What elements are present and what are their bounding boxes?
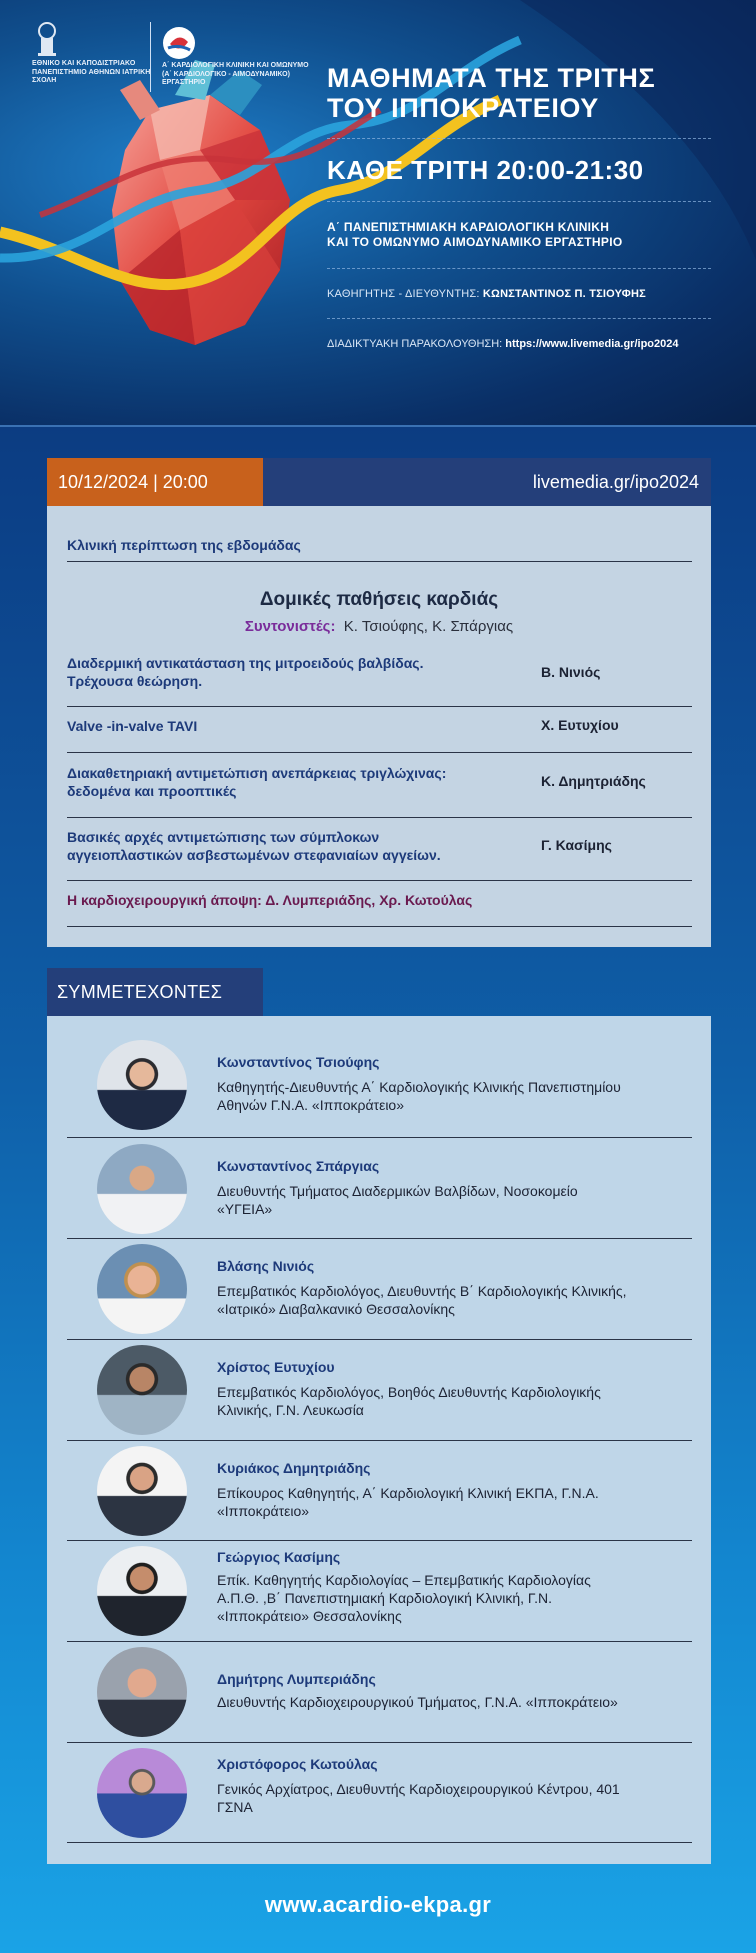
title-line: «Ιπποκράτειο» Θεσσαλονίκης (217, 1608, 402, 1624)
title-line: Κλινικής, Γ.Ν. Λευκωσία (217, 1402, 364, 1418)
title-line: Αθηνών Γ.Ν.Α. «Ιπποκράτειο» (217, 1097, 405, 1113)
divider (67, 1641, 692, 1642)
talk-line: Βασικές αρχές αντιμετώπισης των σύμπλοκων (67, 829, 380, 845)
talk-title (67, 717, 477, 735)
avatar (97, 1040, 187, 1130)
participant-name: Γεώργιος Κασίμης (217, 1549, 341, 1565)
divider (67, 561, 692, 562)
footer-website-link[interactable]: www.acardio-ekpa.gr (264, 1892, 492, 1917)
talk-line: Valve -in-valve TAVI (67, 718, 198, 734)
session-date: 10/12/2024 | 20:00 (47, 458, 263, 506)
clinic-description (327, 220, 727, 250)
talk-speaker: Γ. Κασίμης (541, 837, 612, 853)
divider (67, 1238, 692, 1239)
participant-name: Βλάσης Νινιός (217, 1258, 315, 1274)
clinic-line-1: Α΄ ΠΑΝΕΠΙΣΤΗΜΙΑΚΗ ΚΑΡΔΙΟΛΟΓΙΚΗ ΚΛΙΝΙΚΗ (327, 220, 610, 234)
participant-title (217, 1182, 697, 1218)
case-of-week-title: Κλινική περίπτωση της εβδομάδας (67, 537, 301, 553)
divider (327, 268, 711, 269)
divider (67, 1137, 692, 1138)
title-line-1: ΜΑΘΗΜΑΤΑ ΤΗΣ ΤΡΙΤΗΣ (327, 63, 656, 93)
talk-speaker: Β. Νινιός (541, 664, 601, 680)
divider (67, 1842, 692, 1843)
participant-title (217, 1693, 697, 1711)
divider (67, 817, 692, 818)
title-line: Επεμβατικός Καρδιολόγος, Διευθυντής Β΄ Καρδιολογικής Κλινικής, (217, 1283, 627, 1299)
professor-label: ΚΑΘΗΓΗΤΗΣ - ΔΙΕΥΘΥΝΤΗΣ: (327, 288, 480, 300)
title-line: «ΥΓΕΙΑ» (217, 1201, 273, 1217)
talk-line: Διακαθετηριακή αντιμετώπιση ανεπάρκειας τριγλώχινας: (67, 765, 447, 781)
participant-title (217, 1571, 697, 1625)
title-line: Διευθυντής Καρδιοχειρουργικού Τμήματος, Γ.Ν.Α. «Ιπποκράτειο» (217, 1694, 618, 1710)
divider (67, 706, 692, 707)
participant-title (217, 1780, 697, 1816)
cardiac-surgery-note: Η καρδιοχειρουργική άποψη: Δ. Λυμπεριάδης, Χρ. Κωτούλας (67, 892, 473, 908)
divider (67, 1440, 692, 1441)
title-line: ΓΣΝΑ (217, 1799, 253, 1815)
divider (67, 752, 692, 753)
logo-divider (150, 22, 151, 92)
participant-name: Χρίστος Ευτυχίου (217, 1359, 335, 1375)
divider (327, 138, 711, 139)
avatar (97, 1144, 187, 1234)
title-line: «Ιατρικό» Διαβαλκανικό Θεσσαλονίκης (217, 1301, 455, 1317)
participant-title (217, 1484, 697, 1520)
moderators-label: Συντονιστές: (244, 618, 336, 635)
title-line: Καθηγητής-Διευθυντής Α΄ Καρδιολογικής Κλινικής Πανεπιστημίου (217, 1079, 621, 1095)
divider (67, 926, 692, 927)
hero-divider (0, 425, 756, 427)
talk-line: Διαδερμική αντικατάσταση της μιτροειδούς βαλβίδας. (67, 655, 424, 671)
divider (327, 318, 711, 319)
participant-name: Δημήτρης Λυμπεριάδης (217, 1671, 376, 1687)
talk-speaker: Χ. Ευτυχίου (541, 717, 619, 733)
clinic-name: Α΄ ΚΑΡΔΙΟΛΟΓΙΚΗ ΚΛΙΝΙΚΗ ΚΑΙ ΟΜΩΝΥΜΟ (Α΄ ΚΑΡΔΙΟΛΟΓΙΚΟ - ΑΙΜΟΔΥΝΑΜΙΚΟ) ΕΡΓΑΣΤΗΡΙΟ (162, 62, 309, 86)
moderators-names: Κ. Τσιούφης, Κ. Σπάργιας (343, 618, 514, 635)
livestream-label: ΔΙΑΔΙΚΤΥΑΚΗ ΠΑΡΑΚΟΛΟΥΘΗΣΗ: (327, 338, 503, 350)
participant-title (217, 1078, 697, 1114)
title-line: Α.Π.Θ. ,Β΄ Πανεπιστημιακή Καρδιολογική Κλινική, Γ.Ν. (217, 1590, 552, 1606)
title-line: «Ιπποκράτειο» (217, 1503, 310, 1519)
page-title (327, 63, 747, 123)
avatar (97, 1345, 187, 1435)
title-line: Γενικός Αρχίατρος, Διευθυντής Καρδιοχειρουργικού Κέντρου, 401 (217, 1781, 620, 1797)
schedule: ΚΑΘΕ ΤΡΙΤΗ 20:00-21:30 (327, 155, 644, 185)
talk-speaker: Κ. Δημητριάδης (541, 773, 646, 789)
divider (67, 880, 692, 881)
title-line: Διευθυντής Τμήματος Διαδερμικών Βαλβίδων, Νοσοκομείο (217, 1183, 578, 1199)
talk-line: αγγειοπλαστικών ασβεστωμένων στεφανιαίων αγγείων. (67, 847, 441, 863)
divider (67, 1742, 692, 1743)
talk-title (67, 828, 477, 864)
participant-title (217, 1383, 697, 1419)
participant-name: Κωνσταντίνος Σπάργιας (217, 1158, 380, 1174)
participants-heading: ΣΥΜΜΕΤΕΧΟΝΤΕΣ (47, 968, 263, 1016)
talk-title (67, 764, 477, 800)
divider (327, 201, 711, 202)
university-name: ΕΘΝΙΚΟ ΚΑΙ ΚΑΠΟΔΙΣΤΡΙΑΚΟ ΠΑΝΕΠΙΣΤΗΜΙΟ ΑΘΗΝΩΝ ΙΑΤΡΙΚΗ ΣΧΟΛΗ (32, 60, 151, 84)
title-line: Επεμβατικός Καρδιολόγος, Βοηθός Διευθυντής Καρδιολογικής (217, 1384, 601, 1400)
title-line: Επίκουρος Καθηγητής, Α΄ Καρδιολογική Κλινική ΕΚΠΑ, Γ.Ν.Α. (217, 1485, 599, 1501)
avatar (97, 1748, 187, 1838)
avatar (97, 1446, 187, 1536)
professor-info (327, 288, 646, 300)
divider (67, 1540, 692, 1541)
session-topic: Δομικές παθήσεις καρδιάς (259, 589, 499, 610)
program-panel (47, 506, 711, 947)
talk-title (67, 654, 477, 690)
participant-name: Κυριάκος Δημητριάδης (217, 1460, 371, 1476)
avatar (97, 1244, 187, 1334)
title-line: Επίκ. Καθηγητής Καρδιολογίας – Επεμβατικής Καρδιολογίας (217, 1572, 591, 1588)
livestream-link[interactable]: https://www.livemedia.gr/ipo2024 (505, 338, 679, 350)
talk-line: δεδομένα και προοπτικές (67, 783, 237, 799)
moderators (47, 618, 711, 635)
divider (67, 1339, 692, 1340)
participants-panel (47, 1016, 711, 1864)
participant-name: Κωνσταντίνος Τσιούφης (217, 1054, 380, 1070)
livestream-info (327, 338, 679, 350)
hero-banner (0, 0, 756, 425)
participant-name: Χριστόφορος Κωτούλας (217, 1756, 378, 1772)
avatar (97, 1647, 187, 1737)
participant-title (217, 1282, 697, 1318)
title-line-2: ΤΟΥ ΙΠΠΟΚΡΑΤΕΙΟΥ (327, 93, 599, 123)
session-link[interactable]: livemedia.gr/ipo2024 (263, 458, 711, 506)
professor-name: ΚΩΝΣΤΑΝΤΙΝΟΣ Π. ΤΣΙΟΥΦΗΣ (482, 288, 646, 300)
avatar (97, 1546, 187, 1636)
university-logo-icon (32, 20, 62, 58)
clinic-line-2: ΚΑΙ ΤΟ ΟΜΩΝΥΜΟ ΑΙΜΟΔΥΝΑΜΙΚΟ ΕΡΓΑΣΤΗΡΙΟ (327, 235, 623, 249)
clinic-logo-icon (162, 26, 196, 60)
talk-line: Τρέχουσα θεώρηση. (67, 673, 203, 689)
